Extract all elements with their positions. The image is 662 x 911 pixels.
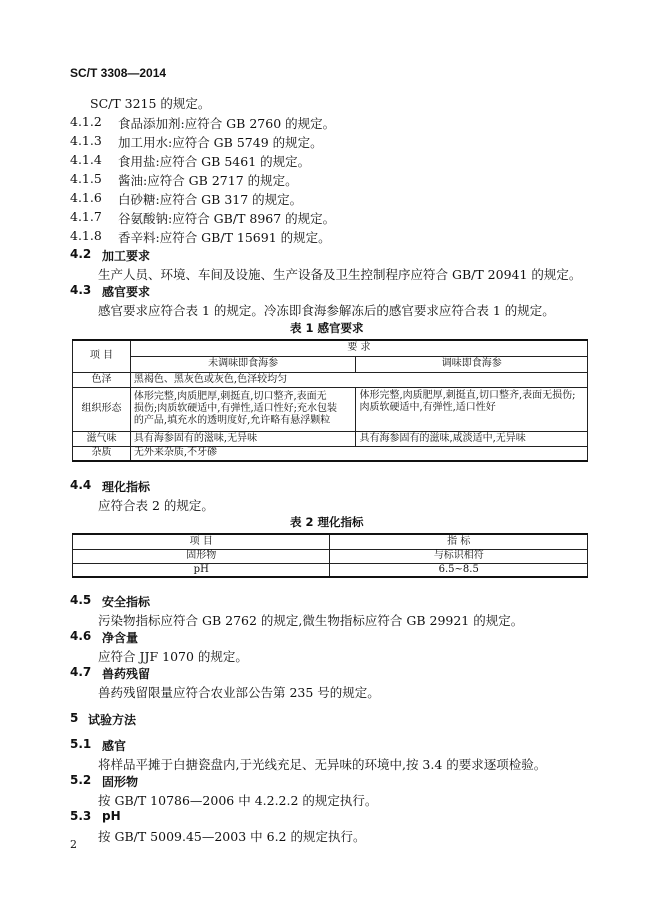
table1-caption: 表 1 感官要求 <box>290 321 364 335</box>
req-text: 食品添加剂:应符合 GB 2760 的规定。 <box>118 116 336 131</box>
section-body: 感官要求应符合表 1 的规定。冷冻即食海参解冻后的感官要求应符合表 1 的规定。 <box>98 303 555 318</box>
table-header-requirement: 要 求 <box>130 340 587 356</box>
table-header-item: 项 目 <box>73 534 330 549</box>
cell-line: 的产品,填充水的透明度好,允许略有悬浮颗粒 <box>133 415 331 426</box>
req-num: 4.1.7 <box>70 209 102 224</box>
req-num: 4.1.3 <box>70 133 102 148</box>
section-number: 4.3 <box>70 283 92 297</box>
section-title: 理化指标 <box>102 480 151 494</box>
section-title: 固形物 <box>102 775 139 789</box>
cell-line: 体形完整,肉质肥厚,刺挺直,切口整齐,表面无损伤; <box>359 389 576 401</box>
table-row <box>73 446 588 461</box>
section-body: 应符合 JJF 1070 的规定。 <box>98 649 248 664</box>
table-row <box>73 372 588 387</box>
section-title: 兽药残留 <box>102 667 151 681</box>
section-number: 5.1 <box>70 737 92 751</box>
section-number: 5.3 <box>70 809 92 823</box>
section-body: 按 GB/T 5009.45—2003 中 6.2 的规定执行。 <box>98 829 366 844</box>
table-cell-value <box>130 387 356 431</box>
section-title: 感官 <box>102 739 127 753</box>
section-number: 4.5 <box>70 593 92 607</box>
table-row <box>73 387 588 431</box>
table-cell-value <box>356 387 588 431</box>
document-code-header: SC/T 3308—2014 <box>70 66 167 80</box>
table-header-value: 指 标 <box>330 534 588 549</box>
table-cell-item: 固形物 <box>73 549 330 563</box>
table-cell-value: 黑褐色、黑灰色或灰色,色泽较均匀 <box>130 372 587 387</box>
section-number: 4.6 <box>70 629 92 643</box>
section-number: 5.2 <box>70 773 92 787</box>
table-cell-value: 具有海参固有的滋味,无异味 <box>130 431 356 446</box>
cell-line: 损伤;肉质软硬适中,有弹性,适口性好;充水包装 <box>133 403 338 414</box>
table-cell-value: 无外来杂质,不牙碜 <box>130 446 587 461</box>
section-title: 感官要求 <box>102 285 151 299</box>
req-num: 4.1.8 <box>70 228 102 243</box>
intro-line: SC/T 3215 的规定。 <box>90 96 211 111</box>
table-cell-value: 6.5~8.5 <box>330 563 588 577</box>
table-cell-item: 杂质 <box>73 446 131 461</box>
physicochemical-table <box>72 533 588 578</box>
section-body: 污染物指标应符合 GB 2762 的规定,微生物指标应符合 GB 29921 的规定。 <box>98 613 524 628</box>
req-text: 白砂糖:应符合 GB 317 的规定。 <box>118 192 303 207</box>
table-cell-item: pH <box>73 563 330 577</box>
req-text: 谷氨酸钠:应符合 GB/T 8967 的规定。 <box>118 211 336 226</box>
section-body: 应符合表 2 的规定。 <box>98 498 214 513</box>
req-text: 加工用水:应符合 GB 5749 的规定。 <box>118 135 323 150</box>
section-title: 净含量 <box>102 631 139 645</box>
section-body: 将样品平摊于白搪瓷盘内,于光线充足、无异味的环境中,按 3.4 的要求逐项检验。 <box>98 757 547 772</box>
req-text: 酱油:应符合 GB 2717 的规定。 <box>118 173 298 188</box>
table-cell-item: 滋气味 <box>73 431 131 446</box>
table-cell-value: 具有海参固有的滋味,咸淡适中,无异味 <box>356 431 588 446</box>
section-title: 安全指标 <box>102 595 151 609</box>
cell-line: 体形完整,肉质肥厚,刺挺直,切口整齐,表面无 <box>133 391 327 402</box>
section-title: 加工要求 <box>102 249 151 263</box>
req-num: 4.1.2 <box>70 114 102 129</box>
req-num: 4.1.6 <box>70 190 102 205</box>
table-header-unseasoned: 未调味即食海参 <box>130 356 356 372</box>
section-number: 4.4 <box>70 478 92 492</box>
table-header-item: 项 目 <box>73 340 131 372</box>
req-text: 食用盐:应符合 GB 5461 的规定。 <box>118 154 311 169</box>
table-cell-item: 组织形态 <box>73 387 131 431</box>
chapter-number: 5 <box>70 711 79 725</box>
chapter-title: 试验方法 <box>88 713 137 727</box>
req-num: 4.1.4 <box>70 152 102 167</box>
table-cell-value: 与标识相符 <box>330 549 588 563</box>
req-num: 4.1.5 <box>70 171 102 186</box>
req-text: 香辛料:应符合 GB/T 15691 的规定。 <box>118 230 331 245</box>
table-row <box>73 431 588 446</box>
page-number: 2 <box>70 838 77 851</box>
section-body: 兽药残留限量应符合农业部公告第 235 号的规定。 <box>98 685 380 700</box>
table2-caption: 表 2 理化指标 <box>290 515 364 529</box>
table-header-seasoned: 调味即食海参 <box>356 356 588 372</box>
sensory-requirements-table <box>72 339 588 462</box>
section-title: pH <box>102 809 121 823</box>
section-number: 4.2 <box>70 247 92 261</box>
table-cell-item: 色泽 <box>73 372 131 387</box>
table-row <box>73 549 588 563</box>
section-body: 生产人员、环境、车间及设施、生产设备及卫生控制程序应符合 GB/T 20941 的规定。 <box>98 267 582 282</box>
section-body: 按 GB/T 10786—2006 中 4.2.2.2 的规定执行。 <box>98 793 378 808</box>
table-row <box>73 563 588 577</box>
cell-line: 肉质软硬适中,有弹性,适口性好 <box>359 401 496 413</box>
section-number: 4.7 <box>70 665 92 679</box>
